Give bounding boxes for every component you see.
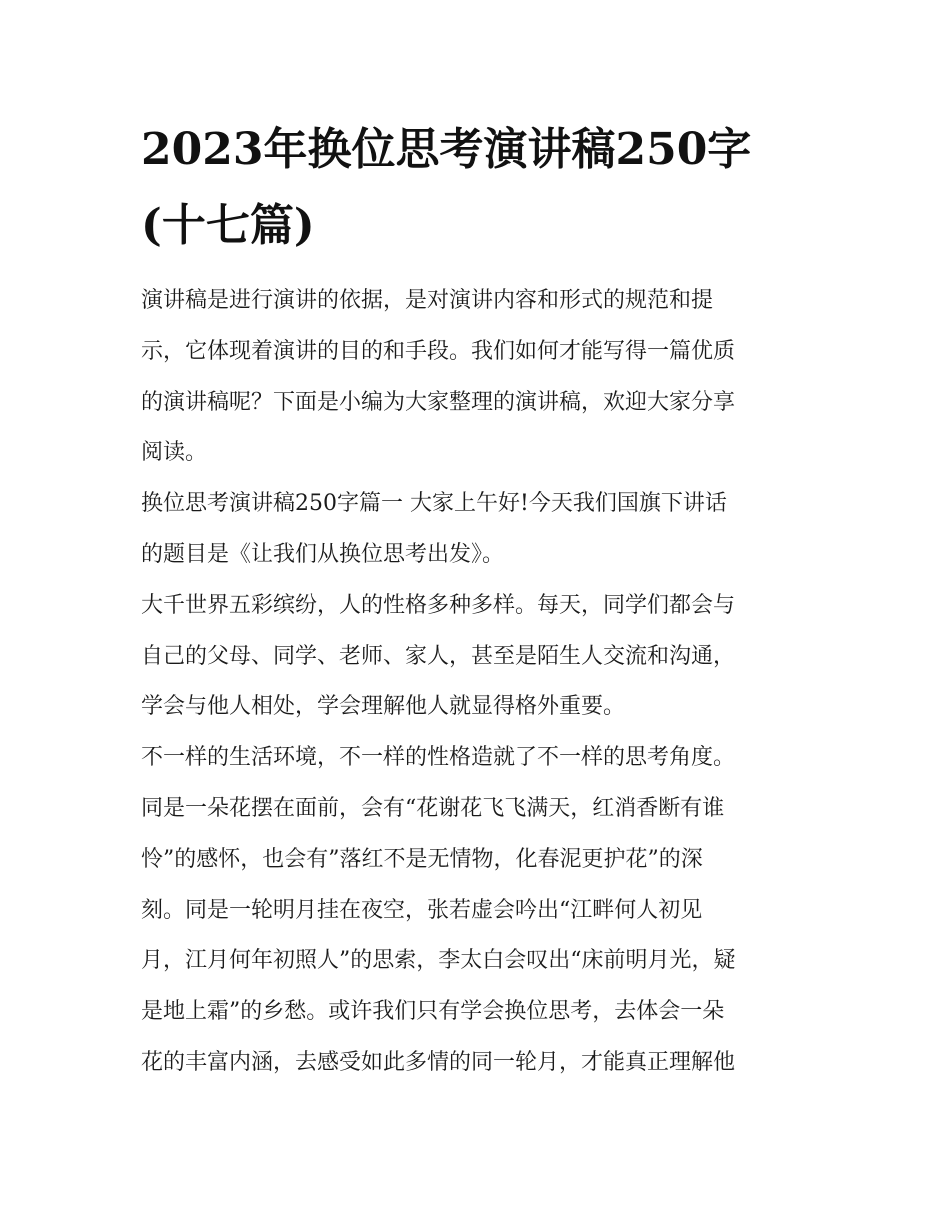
body-line: 是地上霜”的乡愁。或许我们只有学会换位思考，去体会一朵 xyxy=(141,999,725,1025)
document-body xyxy=(141,276,821,1089)
title-line: (十七篇) xyxy=(141,200,315,251)
body-line: 月，江月何年初照人”的思索，李太白会叹出“床前明月光，疑 xyxy=(141,948,736,974)
body-line: 示，它体现着演讲的目的和手段。我们如何才能写得一篇优质 xyxy=(141,338,736,364)
body-line: 阅读。 xyxy=(141,440,208,466)
body-line: 的题目是《让我们从换位思考出发》。 xyxy=(141,541,505,567)
body-line: 花的丰富内涵，去感受如此多情的同一轮月，才能真正理解他 xyxy=(141,1049,736,1075)
body-line: 学会与他人相处，学会理解他人就显得格外重要。 xyxy=(141,694,626,720)
body-line: 的演讲稿呢？下面是小编为大家整理的演讲稿，欢迎大家分享 xyxy=(141,389,736,415)
body-line: 同是一朵花摆在面前，会有“花谢花飞飞满天，红消香断有谁 xyxy=(141,795,725,821)
body-line: 大千世界五彩缤纷，人的性格多种多样。每天，同学们都会与 xyxy=(141,592,736,618)
body-line: 自己的父母、同学、老师、家人，甚至是陌生人交流和沟通， xyxy=(141,643,736,669)
body-line: 刻。同是一轮明月挂在夜空，张若虚会吟出“江畔何人初见 xyxy=(141,897,703,923)
title-line: 2023年换位思考演讲稿250字 xyxy=(141,124,752,175)
body-line: 演讲稿是进行演讲的依据，是对演讲内容和形式的规范和提 xyxy=(141,288,714,313)
body-line: 换位思考演讲稿250字篇一 大家上午好!今天我们国旗下讲话 xyxy=(141,491,727,517)
body-line: 怜”的感怀，也会有”落红不是无情物，化春泥更护花”的深 xyxy=(141,846,703,872)
document-title xyxy=(141,112,821,264)
body-line: 不一样的生活环境，不一样的性格造就了不一样的思考角度。 xyxy=(141,745,736,771)
